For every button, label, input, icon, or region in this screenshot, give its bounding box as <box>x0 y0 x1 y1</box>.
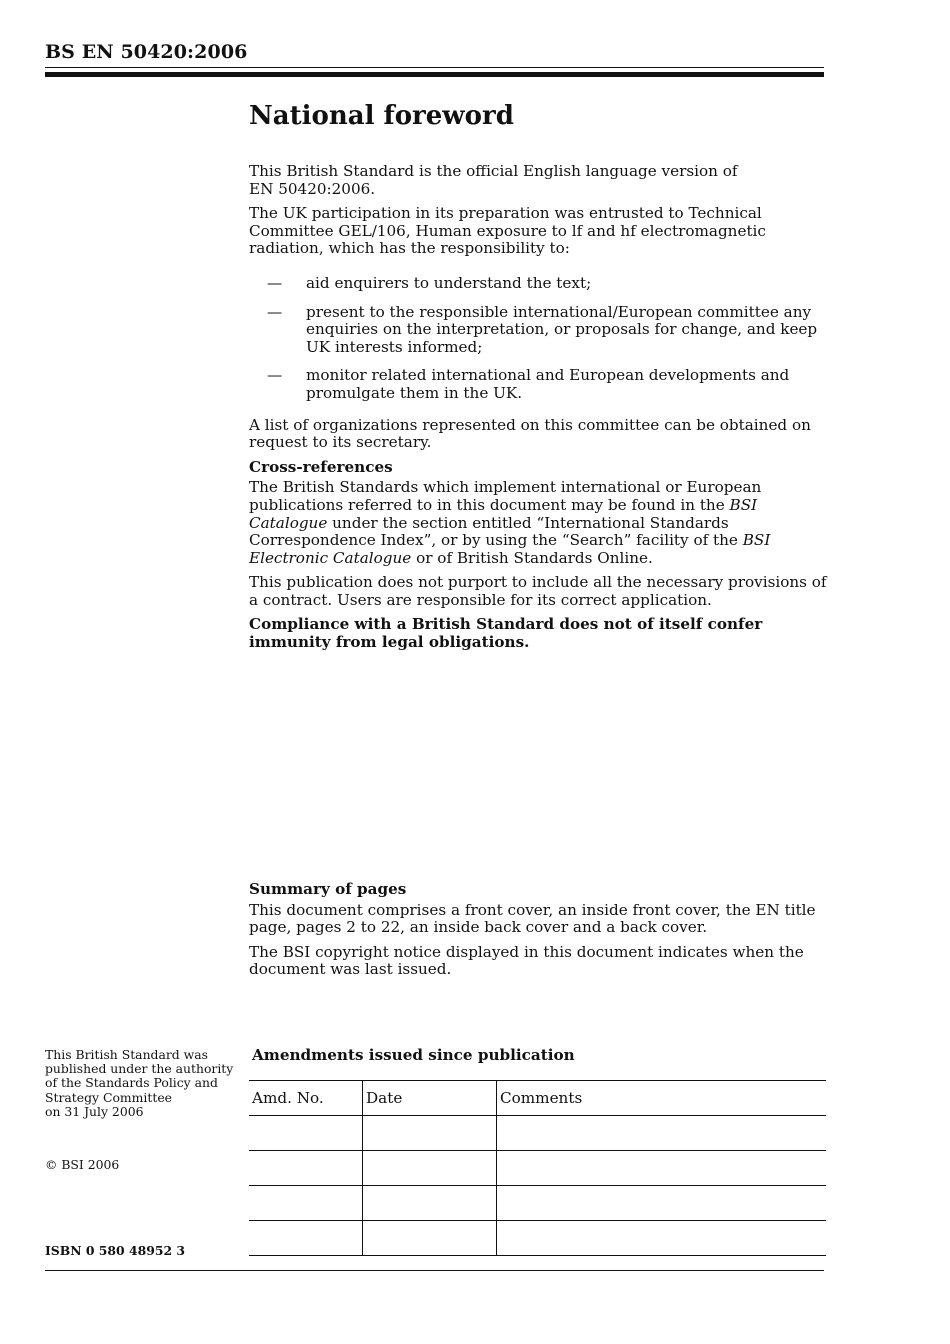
list-item <box>249 367 827 402</box>
text-run: The British Standards which implement international or European publications referred to in this document may be found in the <box>249 478 762 514</box>
table-cell <box>497 1186 827 1221</box>
bullet-dash: — <box>267 273 283 292</box>
table-cell <box>363 1116 497 1151</box>
cross-references-heading: Cross-references <box>249 457 393 476</box>
copyright-line: © BSI 2006 <box>45 1157 120 1172</box>
table-cell <box>249 1186 363 1221</box>
summary-heading: Summary of pages <box>249 880 407 898</box>
intro-line: EN 50420:2006. <box>249 179 376 198</box>
table-row <box>249 1116 826 1151</box>
authority-line: of the Standards Policy and <box>45 1075 218 1091</box>
amendments-title: Amendments issued since publication <box>252 1046 575 1064</box>
summary-section <box>249 881 827 986</box>
table-cell <box>363 1151 497 1186</box>
provisions-paragraph: This publication does not purport to include all the necessary provisions of a contract. Users are responsible for its correct application. <box>249 573 827 609</box>
catalogue-title: BSI Catalogue <box>249 495 758 532</box>
intro-paragraph <box>249 163 827 198</box>
table-cell <box>497 1221 827 1256</box>
column-header-date: Date <box>363 1081 497 1116</box>
bullet-dash: — <box>267 302 283 321</box>
table-cell <box>363 1221 497 1256</box>
header-rule-thin <box>45 67 824 68</box>
participation-paragraph: The UK participation in its preparation was entrusted to Technical Committee GEL/106, Human exposure to lf and hf electromagnetic radiation, which has the responsibility to: <box>249 204 766 258</box>
compliance-statement: Compliance with a British Standard does not of itself confer immunity from legal obligations. <box>249 615 763 652</box>
authority-line: This British Standard was <box>45 1047 209 1062</box>
bullet-dash: — <box>267 366 283 385</box>
table-cell <box>363 1186 497 1221</box>
intro-line: This British Standard is the official English language version of <box>249 162 738 180</box>
electronic-catalogue-title: BSI Electronic Catalogue <box>249 531 771 567</box>
footer-rule <box>45 1270 824 1271</box>
document-id: BS EN 50420:2006 <box>45 41 248 63</box>
text-run: or of British Standards Online. <box>411 548 653 567</box>
organizations-paragraph: A list of organizations represented on this committee can be obtained on request to its secretary. <box>249 415 811 452</box>
column-header-amd-no: Amd. No. <box>249 1081 363 1116</box>
table-cell <box>497 1116 827 1151</box>
table-cell <box>249 1221 363 1256</box>
table-row <box>249 1186 826 1221</box>
table-cell <box>497 1151 827 1186</box>
summary-pages: This document comprises a front cover, an inside front cover, the EN title page, pages 2 to 22, an inside back cover and a back cover. <box>249 900 816 937</box>
publication-authority <box>45 1048 235 1119</box>
table-cell <box>249 1116 363 1151</box>
authority-line: on 31 July 2006 <box>45 1103 144 1119</box>
table-header-row <box>249 1081 826 1116</box>
foreword-body <box>249 163 827 659</box>
authority-line: published under the authority <box>45 1061 234 1077</box>
table-row <box>249 1221 826 1256</box>
summary-copyright-notice: The BSI copyright notice displayed in this document indicates when the document was last issued. <box>249 942 804 979</box>
responsibility-list <box>249 275 827 403</box>
isbn: ISBN 0 580 48952 3 <box>45 1243 186 1258</box>
authority-line: Strategy Committee <box>45 1089 172 1105</box>
page-title: National foreword <box>249 101 514 131</box>
header-rule-thick <box>45 72 824 77</box>
list-item <box>249 275 827 293</box>
cross-references-paragraph <box>249 479 827 567</box>
amendments-table <box>249 1080 826 1256</box>
list-item <box>249 304 827 357</box>
list-item-text: aid enquirers to understand the text; <box>306 273 592 292</box>
list-item-text: monitor related international and European developments and promulgate them in the UK. <box>306 366 790 402</box>
table-cell <box>249 1151 363 1186</box>
column-header-comments: Comments <box>497 1081 827 1116</box>
table-row <box>249 1151 826 1186</box>
text-run: under the section entitled “International Standards Correspondence Index”, or by using the “Search” facility of the <box>249 513 743 550</box>
list-item-text: present to the responsible international/European committee any enquiries on the interpretation, or proposals for change, and keep UK interests informed; <box>306 302 818 356</box>
